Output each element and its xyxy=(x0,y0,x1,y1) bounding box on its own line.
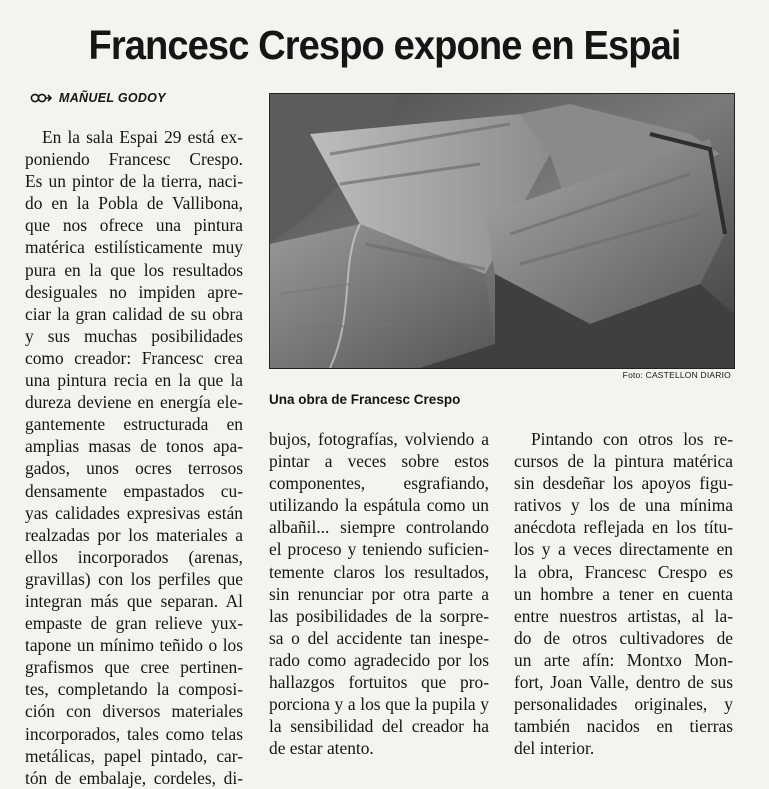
article-line: desiguales no impiden apre- xyxy=(25,281,243,302)
article-line: matérica estilísticamente muy xyxy=(25,237,243,258)
article-line: temente claros los resultados, xyxy=(269,561,489,582)
article-line: sin renunciar por otra parte a xyxy=(269,583,489,604)
headline: Francesc Crespo expone en Espai xyxy=(88,22,681,68)
author-name: MAÑUEL GODOY xyxy=(59,91,166,105)
byline xyxy=(30,91,166,105)
article-line: amplias masas de tonos apa- xyxy=(25,436,243,457)
article-column-2 xyxy=(269,428,489,759)
article-line: una pintura recia en la que la xyxy=(25,370,243,391)
article-line: integran más que separan. Al xyxy=(25,590,243,611)
article-line: cursos de la pintura matérica xyxy=(514,451,733,472)
article-line: la obra, Francesc Crespo es xyxy=(514,561,733,582)
article-line: rado como agradecido por los xyxy=(269,649,489,670)
photo-caption: Una obra de Francesc Crespo xyxy=(269,392,461,407)
article-line: realzadas por los materiales a xyxy=(25,524,243,545)
article-line: tapone un mínimo teñido o los xyxy=(25,635,243,656)
article-line: ción con diversos materiales xyxy=(25,701,243,722)
article-line: personalidades originales, y xyxy=(514,694,733,715)
article-line: ellos incorporados (arenas, xyxy=(25,546,243,567)
article-column-1 xyxy=(25,126,243,789)
article-line: gravillas) con los perfiles que xyxy=(25,568,243,589)
ornament-icon xyxy=(30,92,52,104)
article-line: fort, Joan Valle, dentro de sus xyxy=(514,672,733,693)
article-line: bujos, fotografías, volviendo a xyxy=(269,429,489,449)
article-line: también nacidos en tierras xyxy=(514,716,733,737)
article-line: un arte afín: Montxo Mon- xyxy=(514,649,733,670)
article-line: el proceso y teniendo suficien- xyxy=(269,539,489,560)
article-line: metálicas, papel pintado, car- xyxy=(25,745,243,766)
article-line: como creador: Francesc crea xyxy=(25,347,243,368)
artwork-photo xyxy=(269,93,735,369)
article-line: dureza deviene en energía ele- xyxy=(25,392,243,413)
article-line: pura en la que los resultados xyxy=(25,259,243,280)
article-line: de estar atento. xyxy=(269,738,374,759)
article-line: gantemente estructurada en xyxy=(25,414,243,435)
article-line: tes, completando la composi- xyxy=(25,679,243,700)
article-line: componentes, esgrafiando, xyxy=(269,473,489,494)
article-line: densamente empastados cu- xyxy=(25,480,243,501)
article-line: los y a veces directamente en xyxy=(514,539,733,560)
article-line: y sus muchas posibilidades xyxy=(25,325,243,346)
article-line: las posibilidades de la sorpre- xyxy=(269,605,489,626)
article-line: do en la Pobla de Vallibona, xyxy=(25,193,243,214)
article-column-3 xyxy=(514,428,733,759)
article-line: Pintando con otros los re- xyxy=(531,429,733,449)
article-line: que nos ofrece una pintura xyxy=(25,215,243,236)
article-line: utilizando la espátula como un xyxy=(269,495,489,516)
article-line: albañil... siempre controlando xyxy=(269,517,489,538)
article-line: hallazgos fortuitos que pro- xyxy=(269,672,489,693)
article-line: En la sala Espai 29 está ex- xyxy=(42,127,243,147)
article-line: yas calidades expresivas están xyxy=(25,502,243,523)
article-line: tón de embalaje, cordeles, di- xyxy=(25,767,243,788)
article-line: la sensibilidad del creador ha xyxy=(269,716,489,737)
article-line: entre nuestros artistas, al la- xyxy=(514,605,733,626)
article-line: del interior. xyxy=(514,738,595,759)
article-line: un hombre a tener en cuenta xyxy=(514,583,733,604)
article-line: sa o del accidente tan inespe- xyxy=(269,627,489,648)
article-line: poniendo Francesc Crespo. xyxy=(25,149,243,170)
photo-credit: Foto: CASTELLON DIARIO xyxy=(622,370,731,380)
article-line: incorporados, tales como telas xyxy=(25,723,243,744)
article-line: pintar a veces sobre estos xyxy=(269,451,489,472)
article-line: ciar la gran calidad de su obra xyxy=(25,303,243,324)
article-line: Es un pintor de la tierra, naci- xyxy=(25,171,243,192)
article-line: grafismos que cree pertinen- xyxy=(25,657,243,678)
article-line: anécdota reflejada en los títu- xyxy=(514,517,733,538)
article-line: do de otros cultivadores de xyxy=(514,627,733,648)
article-line: empaste de gran relieve yux- xyxy=(25,613,243,634)
article-line: porciona y a los que la pupila y xyxy=(269,694,489,715)
article-line: rativos y los de una mínima xyxy=(514,495,733,516)
article-line: sin desdeñar los apoyos figu- xyxy=(514,473,733,494)
article-line: gados, unos ocres terrosos xyxy=(25,458,243,479)
